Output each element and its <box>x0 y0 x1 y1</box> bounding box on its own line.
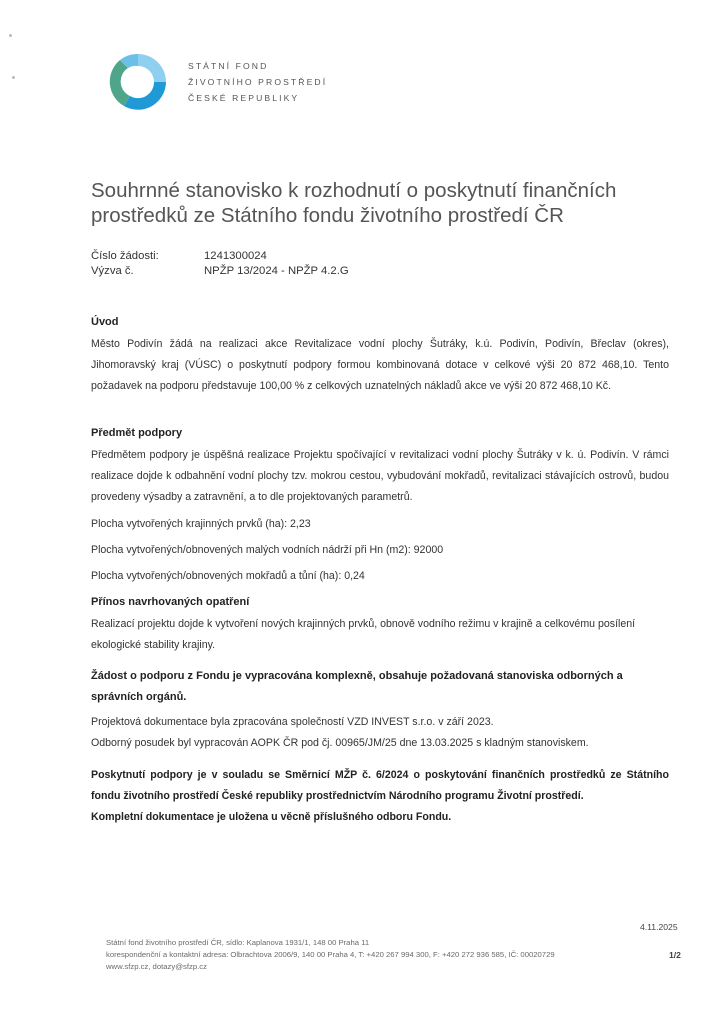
project-documentation-text: Projektová dokumentace byla zpracována společností VZD INVEST s.r.o. v září 2023. <box>91 716 494 728</box>
logo-line: STÁTNÍ FOND <box>188 61 269 71</box>
circular-swirl-logo-icon <box>106 50 170 114</box>
section-conclusion <box>91 765 669 828</box>
footer-address <box>106 937 555 973</box>
logo-line: ŽIVOTNÍHO PROSTŘEDÍ <box>188 77 328 87</box>
section-application <box>91 666 669 754</box>
section-subject-of-support <box>91 425 669 587</box>
section-heading: Žádost o podporu z Fondu je vypracována komplexně, obsahuje požadovaná stanoviska odborných a správních orgánů. <box>91 670 623 703</box>
section-text: Město Podivín žádá na realizaci akce Revitalizace vodní plochy Šutráky, k.ú. Podivín, Podivín, Břeclav (okres), Jihomoravský kraj (VÚSC) o poskytnutí podpory formou kombinovaná dotace v celkové výši 20 872 468,10. Tento požadavek na podporu představuje 100,00 % z celkových uznatelných nákladů akce ve výši 20 872 468,10 Kč. <box>91 338 669 392</box>
request-meta <box>91 249 349 279</box>
compliance-statement: Poskytnutí podpory je v souladu se Směrnicí MŽP č. 6/2024 o poskytování finančních prostředků ze Státního fondu životního prostředí České republiky prostřednictvím Národního programu Životní prostředí. <box>91 769 669 802</box>
section-benefits <box>91 594 669 656</box>
document-title <box>91 178 671 228</box>
documentation-location-statement: Kompletní dokumentace je uložena u věcně příslušného odboru Fondu. <box>91 811 452 823</box>
section-text: Předmětem podpory je úspěšná realizace Projektu spočívající v revitalizaci vodní plochy Šutráky v k. ú. Podivín. V rámci realizace dojde k odbahnění vodní plochy tzv. mokrou cestou, vybudování mokřadů, revitalizaci stávajících ostrovů, budou provedeny výsadby a zatravnění, a to dle projektovaných parametrů. <box>91 449 669 503</box>
title-line: prostředků ze Státního fondu životního prostředí ČR <box>91 204 564 227</box>
expert-review-text: Odborný posudek byl vypracován AOPK ČR pod čj. 00965/JM/25 dne 13.03.2025 s kladným stanoviskem. <box>91 737 589 749</box>
request-number-value: 1241300024 <box>204 250 267 262</box>
page-number: 1/2 <box>669 950 681 960</box>
section-heading: Předmět podpory <box>91 427 183 439</box>
metric-water-reservoirs: Plocha vytvořených/obnovených malých vodních nádrží při Hn (m2): 92000 <box>91 544 444 556</box>
metric-landscape-elements: Plocha vytvořených krajinných prvků (ha): 2,23 <box>91 518 311 530</box>
logo-text <box>188 58 327 106</box>
call-number-value: NPŽP 13/2024 - NPŽP 4.2.G <box>204 265 349 277</box>
metric-wetlands: Plocha vytvořených/obnovených mokřadů a tůní (ha): 0,24 <box>91 570 365 582</box>
request-number-row <box>91 249 349 264</box>
scan-artifact-dot <box>9 34 12 37</box>
title-line: Souhrnné stanovisko k rozhodnutí o poskytnutí finančních <box>91 179 617 202</box>
section-heading: Přínos navrhovaných opatření <box>91 596 250 608</box>
footer-line: Státní fond životního prostředí ČR, sídlo: Kaplanova 1931/1, 148 00 Praha 11 <box>106 938 370 947</box>
scan-artifact-dot <box>12 76 15 79</box>
section-introduction <box>91 314 669 397</box>
call-number-label: Výzva č. <box>91 265 134 277</box>
section-text: Realizací projektu dojde k vytvoření nových krajinných prvků, obnově vodního režimu v krajině a celkovému posílení ekologické stability krajiny. <box>91 618 636 651</box>
footer-web-link[interactable]: www.sfzp.cz, dotazy@sfzp.cz <box>106 962 207 971</box>
sfzp-logo <box>106 50 327 114</box>
request-number-label: Číslo žádosti: <box>91 250 159 262</box>
section-heading: Úvod <box>91 316 119 328</box>
call-number-row <box>91 264 349 279</box>
footer-line: korespondenční a kontaktní adresa: Olbrachtova 2006/9, 140 00 Praha 4, T: +420 267 994 300, F: +420 272 936 585, IČ: 00020729 <box>106 950 555 959</box>
document-date: 4.11.2025 <box>640 922 678 932</box>
logo-line: ČESKÉ REPUBLIKY <box>188 93 300 103</box>
